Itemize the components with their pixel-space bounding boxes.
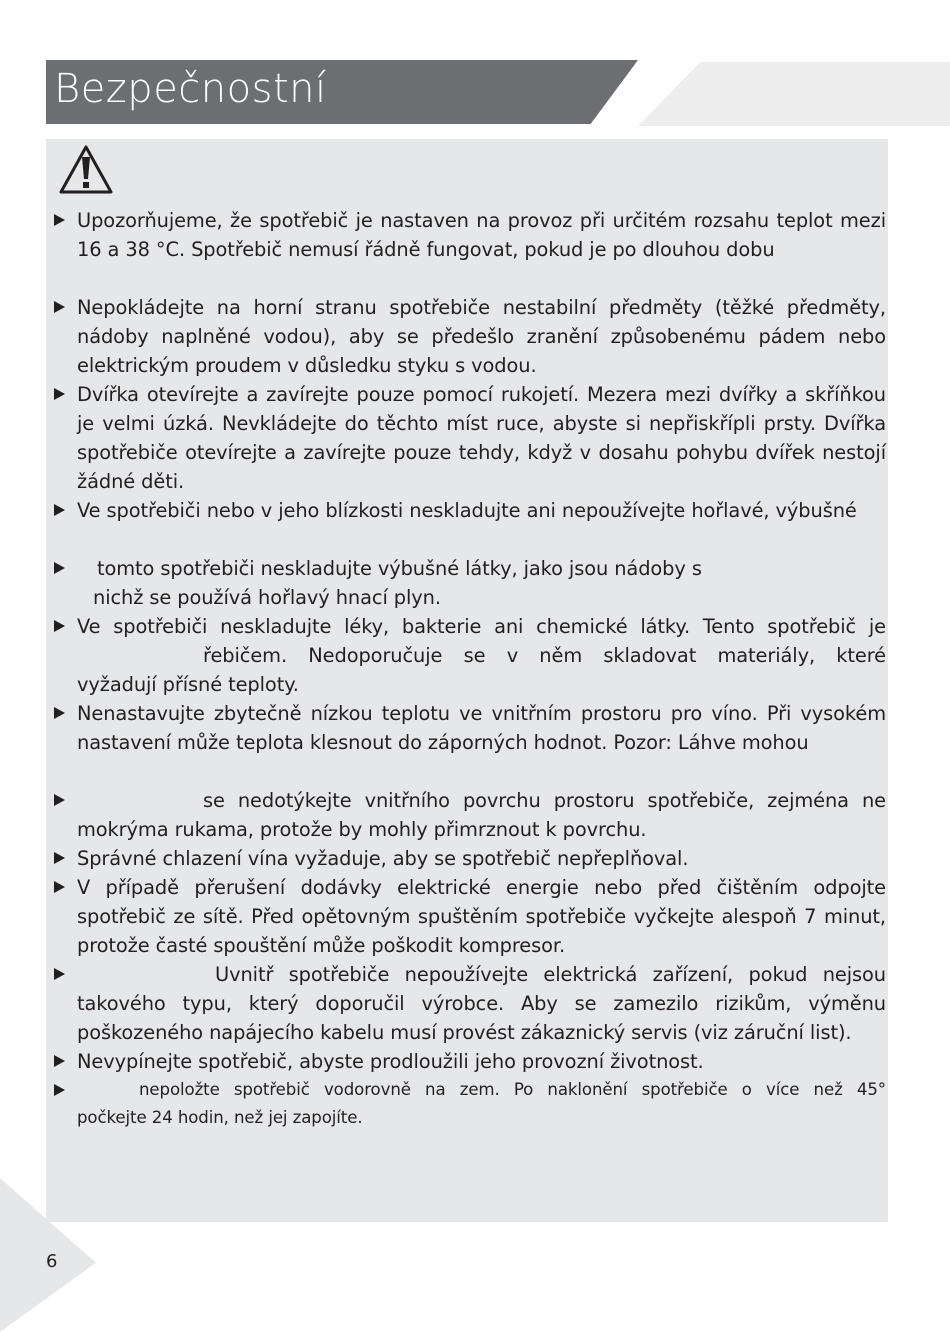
list-item — [52, 844, 886, 873]
item-text: Správné chlazení vína vyžaduje, aby se spotřebič nepřeplňoval. — [77, 847, 689, 870]
list-gap — [52, 757, 886, 786]
item-text: V případě přerušení dodávky elektrické energie nebo před čištěním odpojte spotřebič ze sítě. Před opětovným spuštěním spotřebiče vyčkejte alespoň 7 minut, protože časté spouštění může poškodit kompresor. — [77, 876, 886, 957]
list-item — [52, 206, 886, 264]
item-text-continuation: mokrýma rukama, protože by mohly přimrznout k povrchu. — [77, 818, 647, 841]
page-title: Bezpečnostní — [54, 66, 327, 112]
list-item — [52, 1047, 886, 1076]
header-decoration — [638, 62, 950, 126]
warning-triangle-icon — [58, 143, 114, 195]
item-text: Uvnitř spotřebiče nepoužívejte elektrická zařízení, pokud nejsou — [215, 963, 886, 986]
safety-instructions-list — [52, 206, 886, 1132]
item-text: Ve spotřebiči neskladujte léky, bakterie ani chemické látky. Tento spotřebič je — [77, 615, 886, 638]
item-text-continuation: počkejte 24 hodin, než jej zapojíte. — [77, 1108, 363, 1127]
list-item — [52, 873, 886, 960]
list-item — [52, 960, 886, 1047]
item-text: Nevypínejte spotřebič, abyste prodloužili jeho provozní životnost. — [77, 1050, 704, 1073]
list-gap — [52, 264, 886, 293]
list-item — [52, 612, 886, 699]
item-text-continuation: vyžadují přísné teploty. — [77, 673, 299, 696]
list-item — [52, 1076, 886, 1132]
list-item — [52, 293, 886, 380]
list-item — [52, 786, 886, 844]
list-item — [52, 496, 886, 525]
item-text: Ve spotřebiči nebo v jeho blízkosti neskladujte ani nepoužívejte hořlavé, výbušné — [77, 499, 857, 522]
item-text: nepoložte spotřebič vodorovně na zem. Po naklonění spotřebiče o více než 45° — [139, 1080, 886, 1099]
list-item — [52, 699, 886, 757]
item-text: tomto spotřebiči neskladujte výbušné látky, jako jsou nádoby s — [97, 557, 702, 580]
page-number: 6 — [46, 1251, 58, 1272]
item-text-continuation: nichž se používá hořlavý hnací plyn. — [93, 586, 441, 609]
item-text: Upozorňujeme, že spotřebič je nastaven na provoz při určitém rozsahu teplot mezi 16 a 38 °C. Spotřebič nemusí řádně fungovat, pokud je po dlouhou dobu — [77, 209, 886, 261]
item-text: Dvířka otevírejte a zavírejte pouze pomocí rukojetí. Mezera mezi dvířky a skříňkou je velmi úzká. Nevkládejte do těchto míst ruce, abyste si nepřiskřípli prsty. Dvířka spotřebiče otevírejte a zavírejte pouze tehdy, když v dosahu pohybu dvířek nestojí žádné děti. — [77, 383, 886, 493]
item-text-continuation: takového typu, který doporučil výrobce. Aby se zamezilo rizikům, výměnu poškozeného napájecího kabelu musí provést zákaznický servis (viz záruční list). — [77, 992, 886, 1044]
item-text: Nepokládejte na horní stranu spotřebiče nestabilní předměty (těžké předměty, nádoby naplněné vodou), aby se předešlo zranění způsobenému pádem nebo elektrickým proudem v důsledku styku s vodou. — [77, 296, 886, 377]
list-item — [52, 380, 886, 496]
item-text-continuation: řebičem. Nedoporučuje se v něm skladovat materiály, které — [203, 644, 886, 667]
item-text: Nenastavujte zbytečně nízkou teplotu ve vnitřním prostoru pro víno. Při vysokém nastavení může teplota klesnout do záporných hodnot. Pozor: Láhve mohou — [77, 702, 886, 754]
list-item — [52, 554, 886, 612]
list-gap — [52, 525, 886, 554]
item-text: se nedotýkejte vnitřního povrchu prostoru spotřebiče, zejména ne — [203, 789, 886, 812]
